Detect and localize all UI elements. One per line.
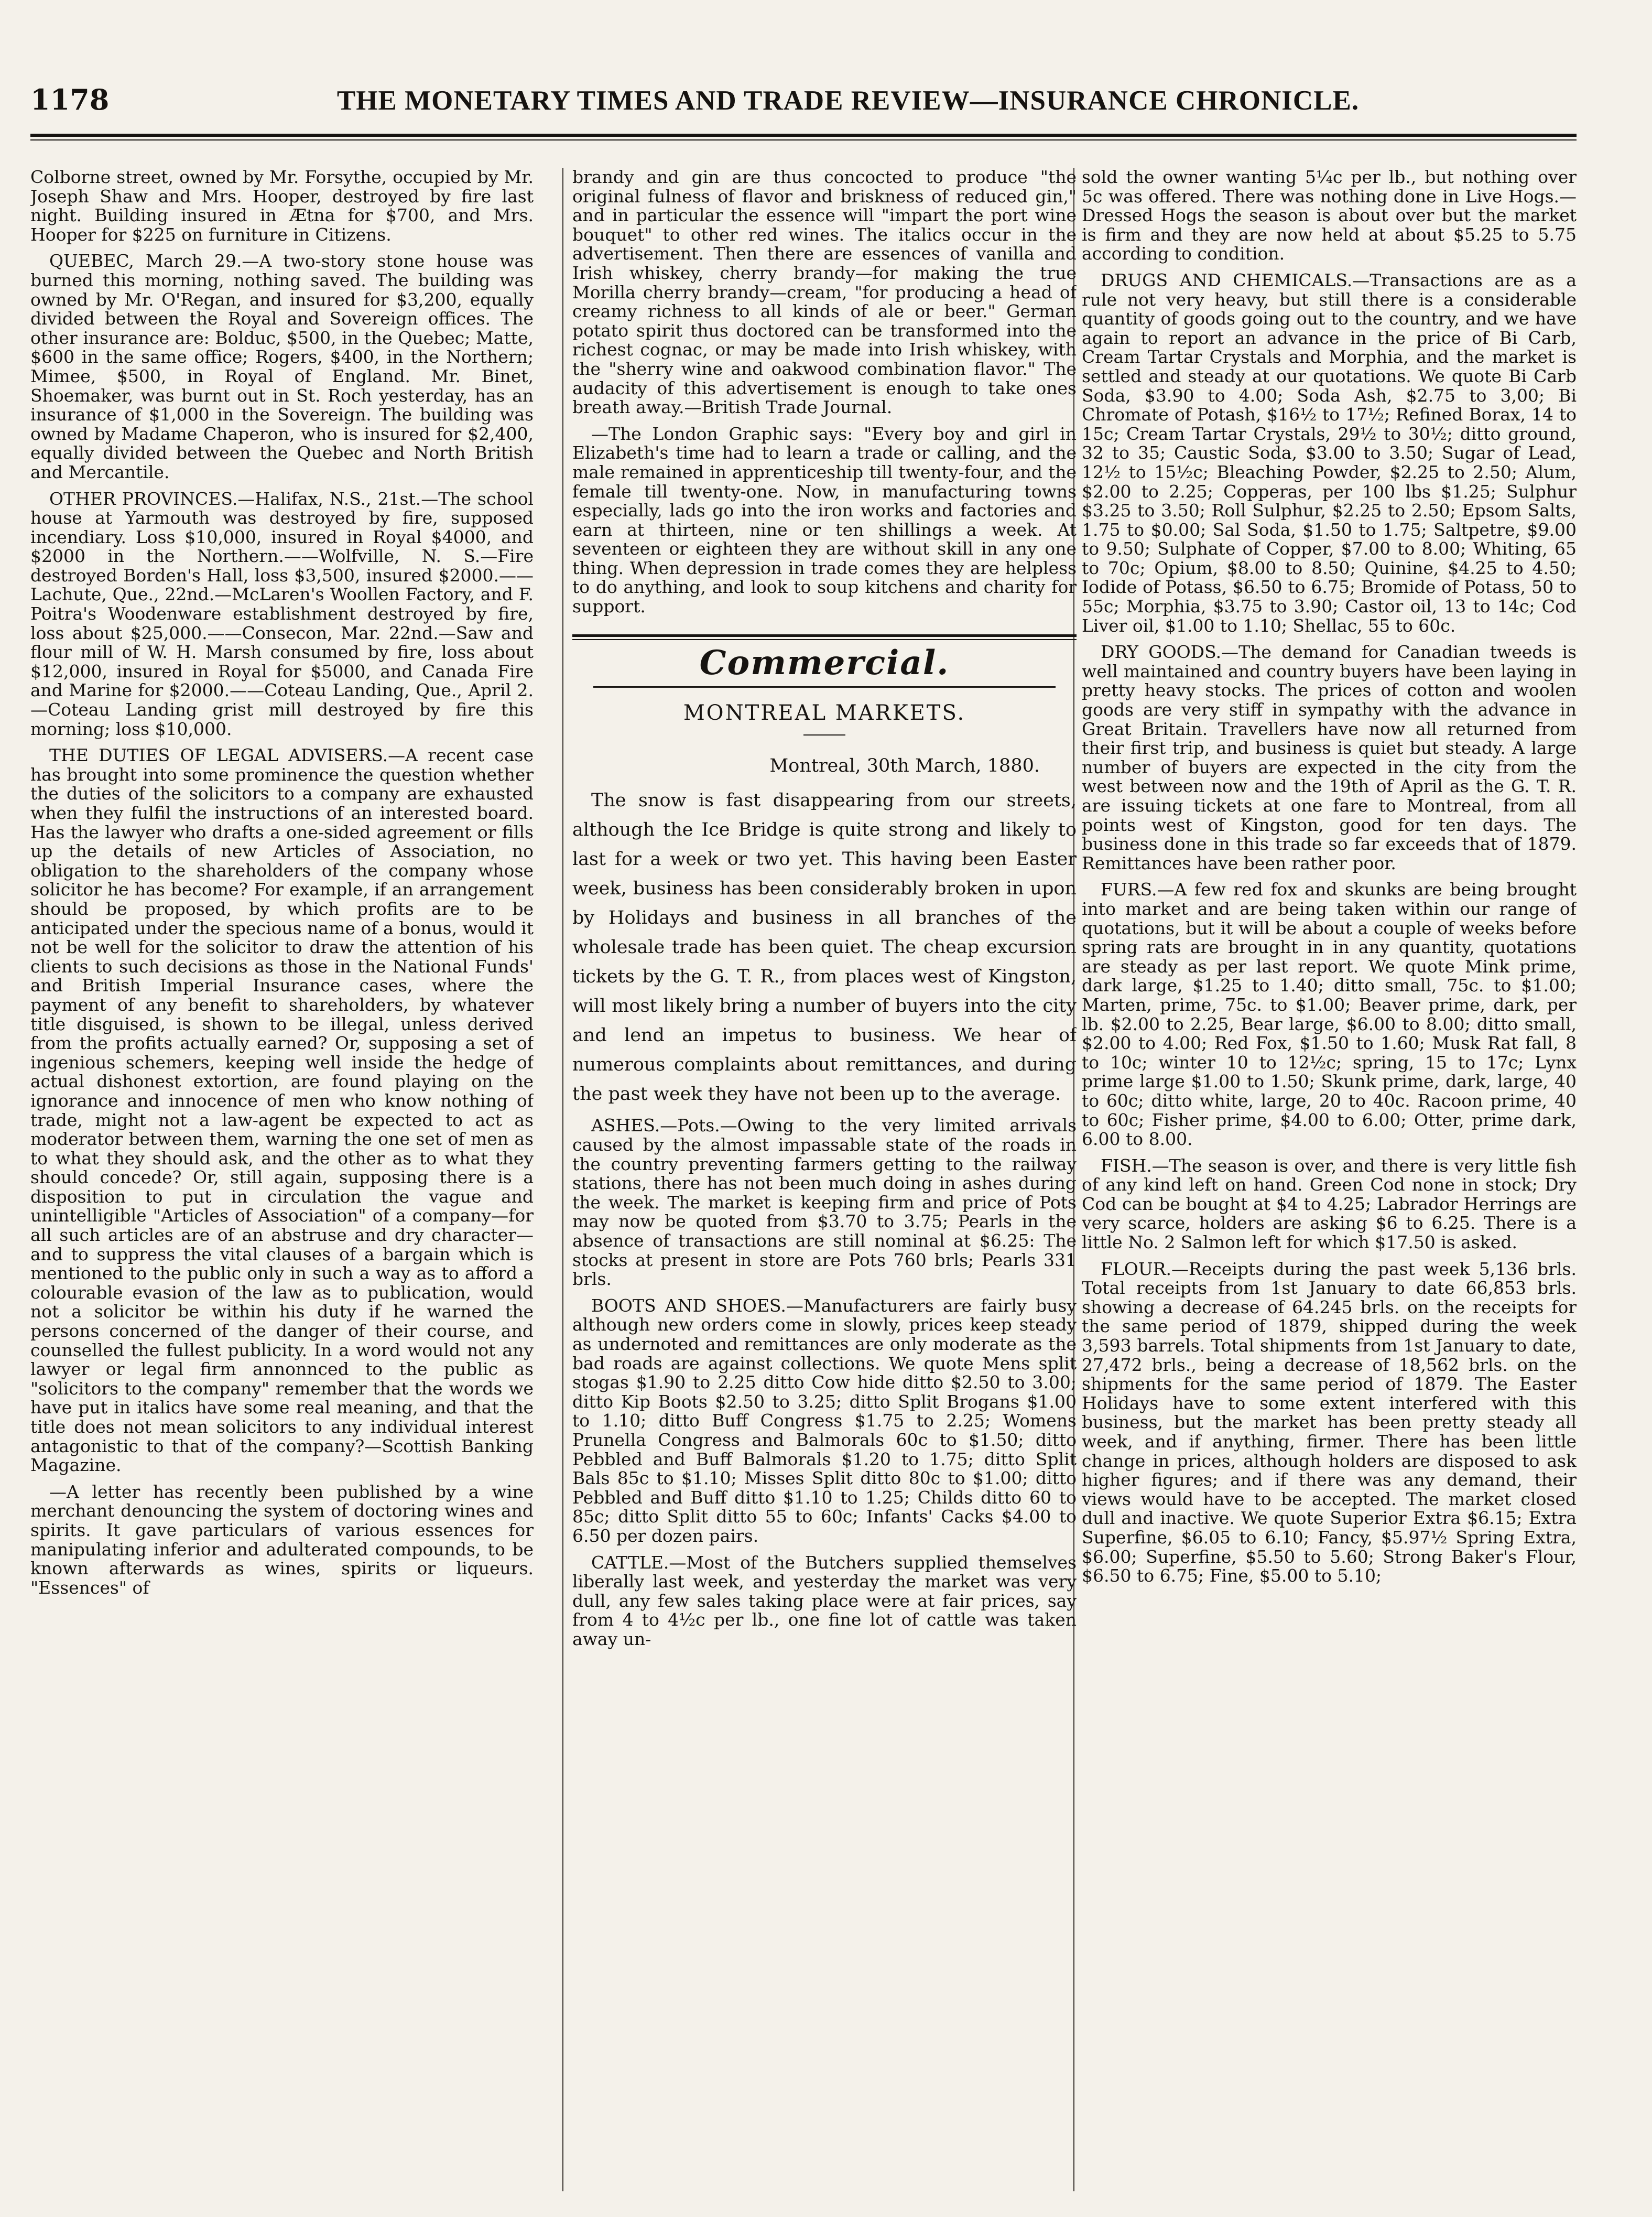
dateline: Montreal, 30th March, 1880. — [769, 755, 1040, 776]
article-paragraph: ASHES.—Pots.—Owing to the very limited arrivals caused by the almost impassable state of the roads in the country preventing farmers getting to the railway stations, there has not been much doing in ashes during the week. The market is keeping firm and price of Pots may now be quoted from $3.70 to 3.75; Pearls in the absence of transactions are still nominal at $6.25: The stocks at present in store are Pots 760 brls; Pearls 331 brls. — [572, 1115, 1077, 1290]
column-2 — [572, 168, 1077, 2191]
article-paragraph: FURS.—A few red fox and skunks are being brought into market and are being taken within our range of quotations, but it will be about a couple of weeks before spring rats are brought in in any quantity, quotations are steady as per last report. We quote Mink prime, dark large, $1.25 to 1.40; ditto small, 75c. to $1.00; Marten, prime, 75c. to $1.00; Beaver prime, dark, per lb. $2.00 to 2.25, Bear large, $6.00 to 8.00; ditto small, $2.00 to 4.00; Red Fox, $1.50 to 1.60; Musk Rat fall, 8 to 10c; winter 10 to 12½c; spring, 15 to 17c; Lynx prime large $1.00 to 1.50; Skunk prime, dark, large, 40 to 60c; ditto white, large, 20 to 40c. Racoon prime, 40 to 60c; Fisher prime, $4.00 to 6.00; Otter, prime dark, 6.00 to 8.00. — [1082, 879, 1577, 1150]
article-paragraph: FLOUR.—Receipts during the past week 5,136 brls. Total receipts from 1st January to date 66,853 brls. showing a decrease of 64.245 brls. on the receipts for the same period of 1879, shipped during the week 3,593 barrels. Total shipments from 1st January to date, 27,472 brls., being a decrease of 18,562 brls. on the shipments for the same period of 1879. The Easter Holidays have to some extent interfered with this business, but the market has been pretty steady all week, and if anything, firmer. There has been little change in prices, although holders are disposed to ask higher figures; and if there was any demand, their views would have to be accepted. The market closed dull and inactive. We quote Superior Extra $6.15; Extra Superfine, $6.05 to 6.10; Fancy, $5.97½ Spring Extra, $6.00; Superfine, $5.50 to 5.60; Strong Baker's Flour, $6.50 to 6.75; Fine, $5.00 to 5.10; — [1082, 1258, 1577, 1586]
article-paragraph: Colborne street, owned by Mr. Forsythe, occupied by Mr. Joseph Shaw and Mrs. Hooper, destroyed by fire last night. Building insured in Ætna for $700, and Mrs. Hooper for $225 on furniture in Citizens. — [30, 168, 534, 245]
article-paragraph: CATTLE.—Most of the Butchers supplied themselves liberally last week, and yesterday the market was very dull, any few sales taking place were at fair prices, say from 4 to 4½c per lb., one fine lot of cattle was taken away un- — [572, 1552, 1077, 1649]
column-1 — [30, 168, 534, 2191]
header-rule-thick — [30, 134, 1577, 137]
ornamental-rule — [593, 682, 1056, 688]
page-number: 1178 — [30, 83, 110, 116]
article-paragraph: —A letter has recently been published by a wine merchant denouncing the system of doctoring wines and spirits. It gave particulars of various essences for manipulating inferior and adulterated compounds, to be known afterwards as wines, spirits or liqueurs. "Essences" of — [30, 1481, 534, 1598]
article-paragraph: brandy and gin are thus concocted to produce "the original fulness of flavor and briskness of reduced gin," and in particular the essence will "impart the port wine bouquet" to other red wines. The italics occur in the advertisement. Then there are essences of vanilla and Irish whiskey, cherry brandy—for making the true Morilla cherry brandy—cream, "for producing a head of creamy richness to all kinds of ale or beer." German potato spirit thus doctored can be transformed into the richest cognac, or may be made into Irish whiskey, with the "sherry wine and oakwood combination flavor." The audacity of this advertisement is enough to take ones breath away.—British Trade Journal. — [572, 168, 1077, 418]
section-title: Commercial. — [699, 643, 950, 683]
section-rule — [572, 634, 1077, 637]
article-paragraph: DRY GOODS.—The demand for Canadian tweeds is well maintained and country buyers have been laying in pretty heavy stocks. The prices of cotton and woolen goods are very stiff in sympathy with the advance in Great Britain. Travellers have now all returned from their first trip, and business is quiet but steady. A large number of buyers are expected in the city from the west between now and the 19th of April as the G. T. R. are issuing tickets at one fare to Montreal, from all points west of Kingston, good for ten days. The business done in this trade so far exceeds that of 1879. Remittances have been rather poor. — [1082, 642, 1577, 873]
article-paragraph: sold the owner wanting 5¼c per lb., but nothing over 5c was offered. There was nothing done in Live Hogs.—Dressed Hogs the season is about over but the market is firm and they are now held at about $5.25 to 5.75 according to condition. — [1082, 168, 1577, 264]
page-header — [30, 83, 1577, 125]
column-3 — [1082, 168, 1577, 2191]
column-divider-1 — [562, 168, 563, 2191]
article-paragraph: OTHER PROVINCES.—Halifax, N.S., 21st.—The school house at Yarmouth was destroyed by fire, supposed incendiary. Loss $10,000, insured in Royal $4000, and $2000 in the Northern.——Wolfville, N. S.—Fire destroyed Borden's Hall, loss $3,500, insured $2000.——Lachute, Que., 22nd.—McLaren's Woollen Factory, and F. Poitra's Woodenware establishment destroyed by fire, loss about $25,000.——Consecon, Mar. 22nd.—Saw and flour mill of W. H. Marsh consumed by fire, loss about $12,000, insured in Royal for $5000, and Canada Fire and Marine for $2000.——Coteau Landing, Que., April 2.—Coteau Landing grist mill destroyed by fire this morning; loss $10,000. — [30, 488, 534, 739]
header-rule-thin — [30, 139, 1577, 140]
article-paragraph: The snow is fast disappearing from our streets, although the Ice Bridge is quite strong and likely to last for a week or two yet. This having been Easter week, business has been considerably broken in upon by Holidays and business in all branches of the wholesale trade has been quiet. The cheap excursion tickets by the G. T. R., from places west of Kingston, will most likely bring a number of buyers into the city and lend an impetus to business. We hear of numerous complaints about remittances, and during the past week they have not been up to the average. — [572, 790, 1077, 1105]
article-paragraph: BOOTS AND SHOES.—Manufacturers are fairly busy although new orders come in slowly, prices keep steady as undernoted and remittances are only moderate as the bad roads are against collections. We quote Mens split stogas $1.90 to 2.25 ditto Cow hide ditto $2.50 to 3.00; ditto Kip Boots $2.50 to 3.25; ditto Split Brogans $1.00 to 1.10; ditto Buff Congress $1.75 to 2.25; Womens Prunella Congress and Balmorals 60c to $1.50; ditto Pebbled and Buff Balmorals $1.20 to 1.75; ditto Split Bals 85c to $1.10; Misses Split ditto 80c to $1.00; ditto Pebbled and Buff ditto $1.10 to 1.25; Childs ditto 60 to 85c; ditto Split ditto 55 to 60c; Infants' Cacks $4.00 to 6.50 per dozen pairs. — [572, 1295, 1077, 1546]
article-paragraph: FISH.—The season is over, and there is very little fish of any kind left on hand. Green Cod none in stock; Dry Cod can be bought at $4 to 4.25; Labrador Herrings are very scarce, holders are asking $6 to 6.25. There is a little No. 2 Salmon left for which $17.50 is asked. — [1082, 1155, 1577, 1253]
section-rule-thin — [572, 639, 1077, 640]
article-paragraph: DRUGS AND CHEMICALS.—Transactions are as a rule not very heavy, but still there is a considerable quantity of goods going out to the country, and we have again to report an advance in the price of Bi Carb, Cream Tartar Crystals and Morphia, and the market is settled and steady at our quotations. We quote Bi Carb Soda, $3.90 to 4.00; Soda Ash, $2.75 to 3,00; Bi Chromate of Potash, $16½ to 17½; Refined Borax, 14 to 15c; Cream Tartar Crystals, 29½ to 30½; ditto ground, 32 to 35; Caustic Soda, $3.00 to 3.50; Sugar of Lead, 12½ to 15½c; Bleaching Powder, $2.25 to 2.50; Alum, $2.00 to 2.25; Copperas, per 100 lbs $1.25; Sulphur $3.25 to 3.50; Roll Sulphur, $2.25 to 2.50; Epsom Salts, 1.75 to $0.00; Sal Soda, $1.50 to 1.75; Saltpetre, $9.00 to 9.50; Sulphate of Copper, $7.00 to 8.00; Whiting, 65 to 70c; Opium, $8.00 to 8.50; Quinine, $4.25 to 4.50; Iodide of Potass, $6.50 to 6.75; Bromide of Potass, 50 to 55c; Morphia, $3.75 to 3.90; Castor oil, 13 to 14c; Cod Liver oil, $1.00 to 1.10; Shellac, 55 to 60c. — [1082, 269, 1577, 636]
article-paragraph: —The London Graphic says: "Every boy and girl in Elizabeth's time had to learn a trade or calling, and the male remained in apprenticeship till twenty-four, and the female till twenty-one. Now, in manufacturing towns especially, lads go into the iron works and factories and earn at thirteen, nine or ten shillings a week. At seventeen or eighteen they are without skill in any one thing. When depression in trade comes they are helpless to do anything, and look to soup kitchens and charity for support. — [572, 423, 1077, 617]
short-rule — [803, 734, 845, 736]
article-paragraph: QUEBEC, March 29.—A two-story stone house was burned this morning, nothing saved. The building was owned by Mr. O'Regan, and insured for $3,200, equally divided between the Royal and Sovereign offices. The other insurance are: Bolduc, $500, in the Quebec; Matte, $600 in the same office; Rogers, $400, in the Northern; Mimee, $500, in Royal of England. Mr. Binet, Shoemaker, was burnt out in St. Roch yesterday, has an insurance of $1,000 in the Sovereign. The building was owned by Madame Chaperon, who is insured for $2,400, equally divided between the Quebec and North British and Mercantile. — [30, 251, 534, 482]
masthead-title: THE MONETARY TIMES AND TRADE REVIEW—INSURANCE CHRONICLE. — [336, 85, 1360, 116]
article-paragraph: THE DUTIES OF LEGAL ADVISERS.—A recent case has brought into some prominence the question whether the duties of the solicitors to a company are exhausted when they fulfil the instructions of an interested board. Has the lawyer who drafts a one-sided agreement or fills up the details of new Articles of Association, no obligation to the shareholders of the company whose solicitor he has become? For example, if an arrangement should be proposed, by which profits are to be anticipated under the specious name of a bonus, would it not be well for the solicitor to draw the attention of his clients to such decisions as those in the National Funds' and British Imperial Insurance cases, where the payment of any benefit to shareholders, by whatever title disguised, is shown to be illegal, unless derived from the profits actually earned? Or, supposing a set of ingenious schemers, keeping well inside the hedge of actual dishonest extortion, are found playing on the ignorance and innocence of men who know nothing of trade, might not a law-agent be expected to act as moderator between them, warning the one set of men as to what they should ask, and the other as to what they should concede? Or, still again, supposing there is a disposition to put in circulation the vague and unintelligible "Articles of Association" of a company—for all such articles are of an abstruse and dry character—and to suppress the vital clauses of a bargain which is mentioned to the public only in such a way as to afford a colourable evasion of the law as to publication, would not a solicitor be within his duty if he warned the persons concerned of the danger of their course, and counselled the fullest publicity. In a word would not any lawyer or legal firm annonnced to the public as "solicitors to the company" remember that the words we have put in italics have some real meaning, and that the title does not mean solicitors to any individual interest antagonistic to that of the company?—Scottish Banking Magazine. — [30, 745, 534, 1476]
markets-heading: MONTREAL MARKETS. — [683, 701, 966, 726]
